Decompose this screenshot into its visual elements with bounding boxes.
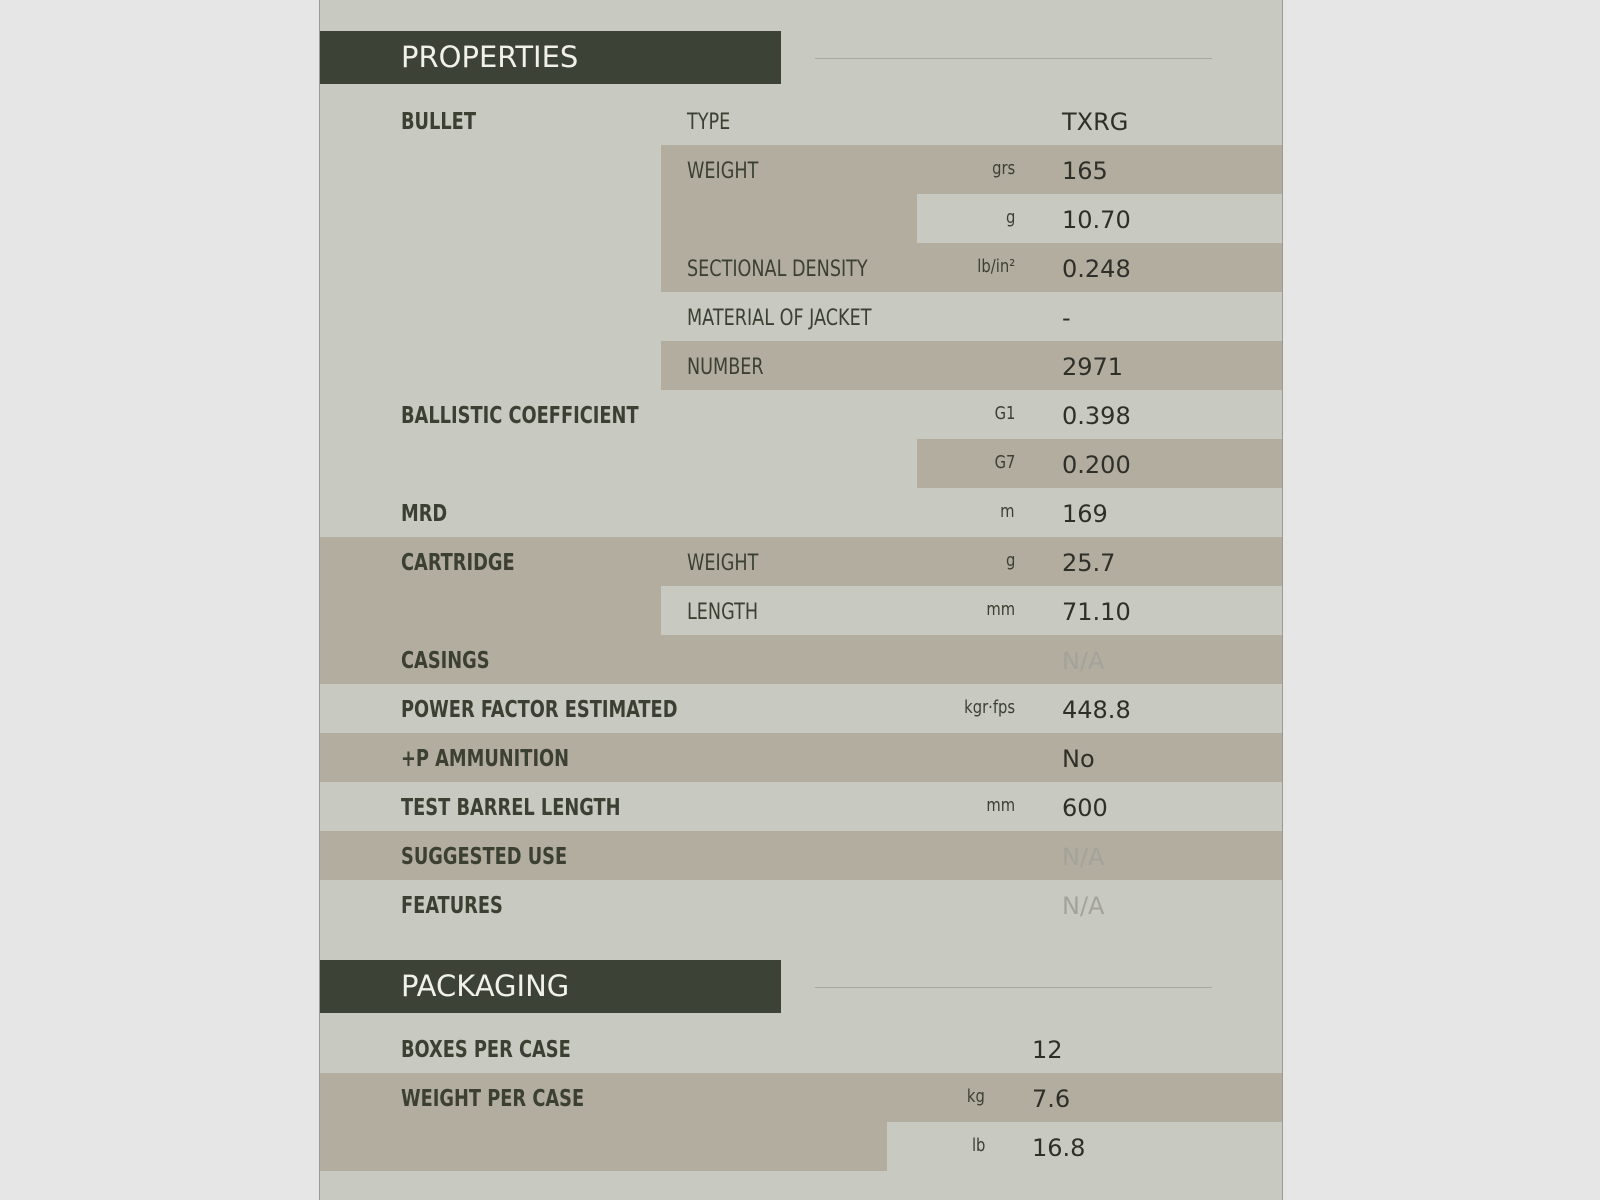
bullet-weight-label-band: [661, 194, 917, 243]
bullet-type-value: TXRG: [1062, 108, 1129, 136]
casings-label: CASINGS: [401, 648, 490, 674]
bullet-sd-unit: lb/in²: [977, 256, 1015, 277]
test-barrel-unit: mm: [986, 795, 1015, 816]
bullet-jacket-label: MATERIAL OF JACKET: [687, 306, 872, 331]
cartridge-length-label: LENGTH: [687, 600, 759, 625]
features-value: N/A: [1062, 892, 1105, 920]
cartridge-length-value: 71.10: [1062, 598, 1131, 626]
mrd-label: MRD: [401, 501, 448, 527]
suggested-use-label: SUGGESTED USE: [401, 844, 568, 870]
spec-card: [319, 0, 1283, 1200]
packaging-header: PACKAGING: [320, 960, 781, 1013]
bullet-weight-grs-value: 165: [1062, 157, 1108, 185]
weight-per-case-kg-value: 7.6: [1032, 1085, 1071, 1113]
bullet-label: BULLET: [401, 109, 476, 135]
bullet-weight-grs-unit: grs: [991, 158, 1015, 179]
bullet-number-label: NUMBER: [687, 355, 764, 380]
bc-g1-unit: G1: [994, 403, 1015, 424]
weight-per-case-kg-unit: kg: [967, 1086, 985, 1107]
mrd-unit: m: [1000, 501, 1015, 522]
bc-g7-value: 0.200: [1062, 451, 1131, 479]
bullet-sd-value: 0.248: [1062, 255, 1131, 283]
cartridge-label-band: [320, 586, 661, 635]
cartridge-length-unit: mm: [986, 599, 1015, 620]
boxes-per-case-value: 12: [1032, 1036, 1063, 1064]
bullet-sd-label: SECTIONAL DENSITY: [687, 257, 868, 282]
suggested-use-value: N/A: [1062, 843, 1105, 871]
bc-label: BALLISTIC COEFFICIENT: [401, 403, 639, 429]
mrd-value: 169: [1062, 500, 1108, 528]
weight-per-case-label: WEIGHT PER CASE: [401, 1086, 585, 1112]
plus-p-label: +P AMMUNITION: [401, 746, 570, 772]
cartridge-label: CARTRIDGE: [401, 550, 515, 576]
bullet-weight-g-unit: g: [1005, 207, 1015, 228]
bc-g7-unit: G7: [994, 452, 1015, 473]
casings-value: N/A: [1062, 647, 1105, 675]
bullet-weight-label: WEIGHT: [687, 159, 759, 184]
bc-g1-value: 0.398: [1062, 402, 1131, 430]
bullet-type-label: TYPE: [687, 110, 731, 135]
weight-per-case-lb-unit: lb: [971, 1135, 985, 1156]
properties-header-rule: [815, 58, 1212, 59]
test-barrel-value: 600: [1062, 794, 1108, 822]
bullet-jacket-value: -: [1062, 304, 1071, 332]
power-factor-label: POWER FACTOR ESTIMATED: [401, 697, 678, 723]
boxes-per-case-label: BOXES PER CASE: [401, 1037, 571, 1063]
packaging-weight-label-band: [320, 1122, 887, 1171]
cartridge-weight-unit: g: [1005, 550, 1015, 571]
power-factor-value: 448.8: [1062, 696, 1131, 724]
packaging-header-rule: [815, 987, 1212, 988]
properties-header: PROPERTIES: [320, 31, 781, 84]
power-factor-unit: kgr·fps: [964, 697, 1015, 718]
bullet-weight-g-value: 10.70: [1062, 206, 1131, 234]
test-barrel-label: TEST BARREL LENGTH: [401, 795, 621, 821]
cartridge-weight-value: 25.7: [1062, 549, 1116, 577]
bullet-number-value: 2971: [1062, 353, 1124, 381]
plus-p-value: No: [1062, 745, 1095, 773]
features-label: FEATURES: [401, 893, 503, 919]
cartridge-weight-label: WEIGHT: [687, 551, 759, 576]
weight-per-case-lb-value: 16.8: [1032, 1134, 1086, 1162]
